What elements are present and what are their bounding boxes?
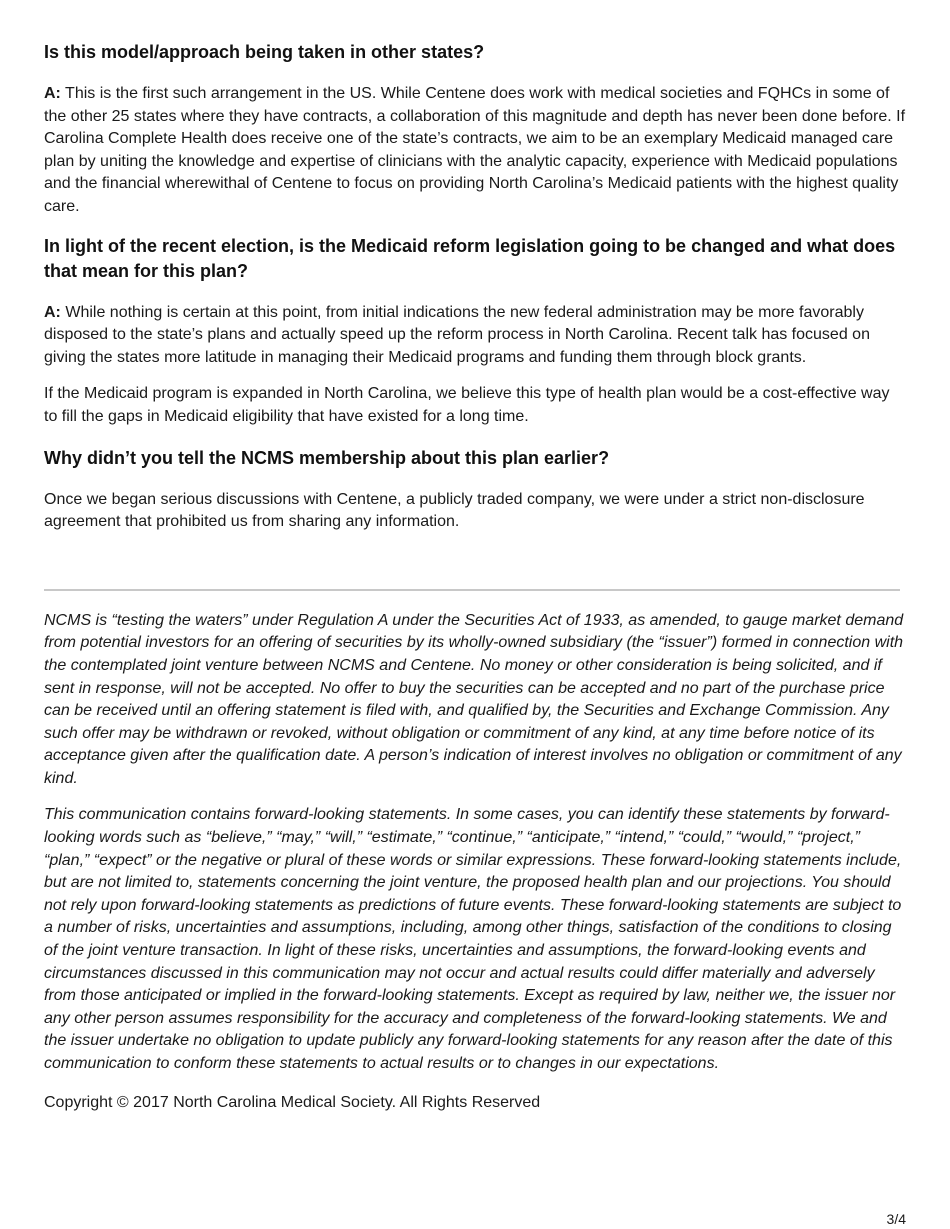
disclaimer-forward-looking: This communication contains forward-looking statements. In some cases, you can identify these statements by forward-looking words such as “believe,” “may,” “will,” “estimate,” “continue,” “anticipate,” “intend,” “could,” “would,” “project,” “plan,” “expect” or the negative or plural of these words or similar expressions. These forward-looking statements include, but are not limited to, statements concerning the joint venture, the proposed health plan and our projections. You should not rely upon forward-looking statements as predictions of future events. These forward-looking statements are subject to a number of risks, uncertainties and assumptions, including, among other things, satisfaction of the conditions to closing of the joint venture transaction. In light of these risks, uncertainties and assumptions, the forward-looking events and circumstances discussed in this communication may not occur and actual results could differ materially and adversely from those anticipated or implied in the forward-looking statements. Except as required by law, neither we, the issuer nor any other person assumes responsibility for the accuracy and completeness of the forward-looking statements. We and the issuer undertake no obligation to update publicly any forward-looking statements for any reason after the date of this communication to conform these statements to actual results or to changes in our expectations.	[44, 806, 902, 1072]
disclaimer-regulation-a: NCMS is “testing the waters” under Regulation A under the Securities Act of 1933, as amended, to gauge market demand from potential investors for an offering of securities by its wholly-owned subsidiary (the “issuer”) formed in connection with the contemplated joint venture between NCMS and Centene. No money or other consideration is being solicited, and if sent in response, will not be accepted. No offer to buy the securities can be accepted and no part of the purchase price can be received until an offering statement is filed with, and qualified by, the Securities and Exchange Commission. Any such offer may be withdrawn or revoked, without obligation or commitment of any kind, at any time before notice of its acceptance given after the qualification date. A person’s indication of interest involves no obligation or commitment of any kind.	[44, 611, 904, 787]
document-page	[44, 40, 906, 1114]
paragraph-medicaid-expansion: If the Medicaid program is expanded in North Carolina, we believe this type of health plan would be a cost-effective way to fill the gaps in Medicaid eligibility that have existed for a long time.	[44, 385, 890, 425]
answer-paragraph-other-states	[44, 83, 906, 219]
question-heading-ncms-membership: Why didn’t you tell the NCMS membership about this plan earlier?	[44, 447, 610, 468]
answer-label: A:	[44, 303, 61, 321]
answer-label: A:	[44, 85, 61, 102]
question-heading-other-states: Is this model/approach being taken in other states?	[44, 42, 485, 62]
answer-paragraph-election	[44, 302, 906, 370]
question-heading-election: In light of the recent election, is the Medicaid reform legislation going to be changed and what does that mean for this plan?	[44, 235, 896, 281]
copyright-notice: Copyright © 2017 North Carolina Medical Society. All Rights Reserved	[44, 1093, 541, 1111]
page-number: 3/4	[886, 1211, 906, 1227]
answer-text: This is the first such arrangement in the US. While Centene does work with medical societies and FQHCs in some of the other 25 states where they have contracts, a collaboration of this magnitude and depth has never been done before. If Carolina Complete Health does receive one of the state’s contracts, we aim to be an exemplary Medicaid managed care plan by uniting the knowledge and expertise of clinicians with the analytic capacity, experience with Medicaid populations and the financial wherewithal of Centene to focus on providing North Carolina’s Medicaid patients with the highest quality care.	[44, 85, 906, 215]
answer-text: While nothing is certain at this point, from initial indications the new federal administration may be more favorably disposed to the state’s plans and actually speed up the reform process in North Carolina. Recent talk has focused on giving the states more latitude in managing their Medicaid programs and funding them through block grants.	[44, 303, 870, 366]
answer-paragraph-ncms-membership: Once we began serious discussions with Centene, a publicly traded company, we were under a strict non-disclosure agreement that prohibited us from sharing any information.	[44, 490, 865, 531]
